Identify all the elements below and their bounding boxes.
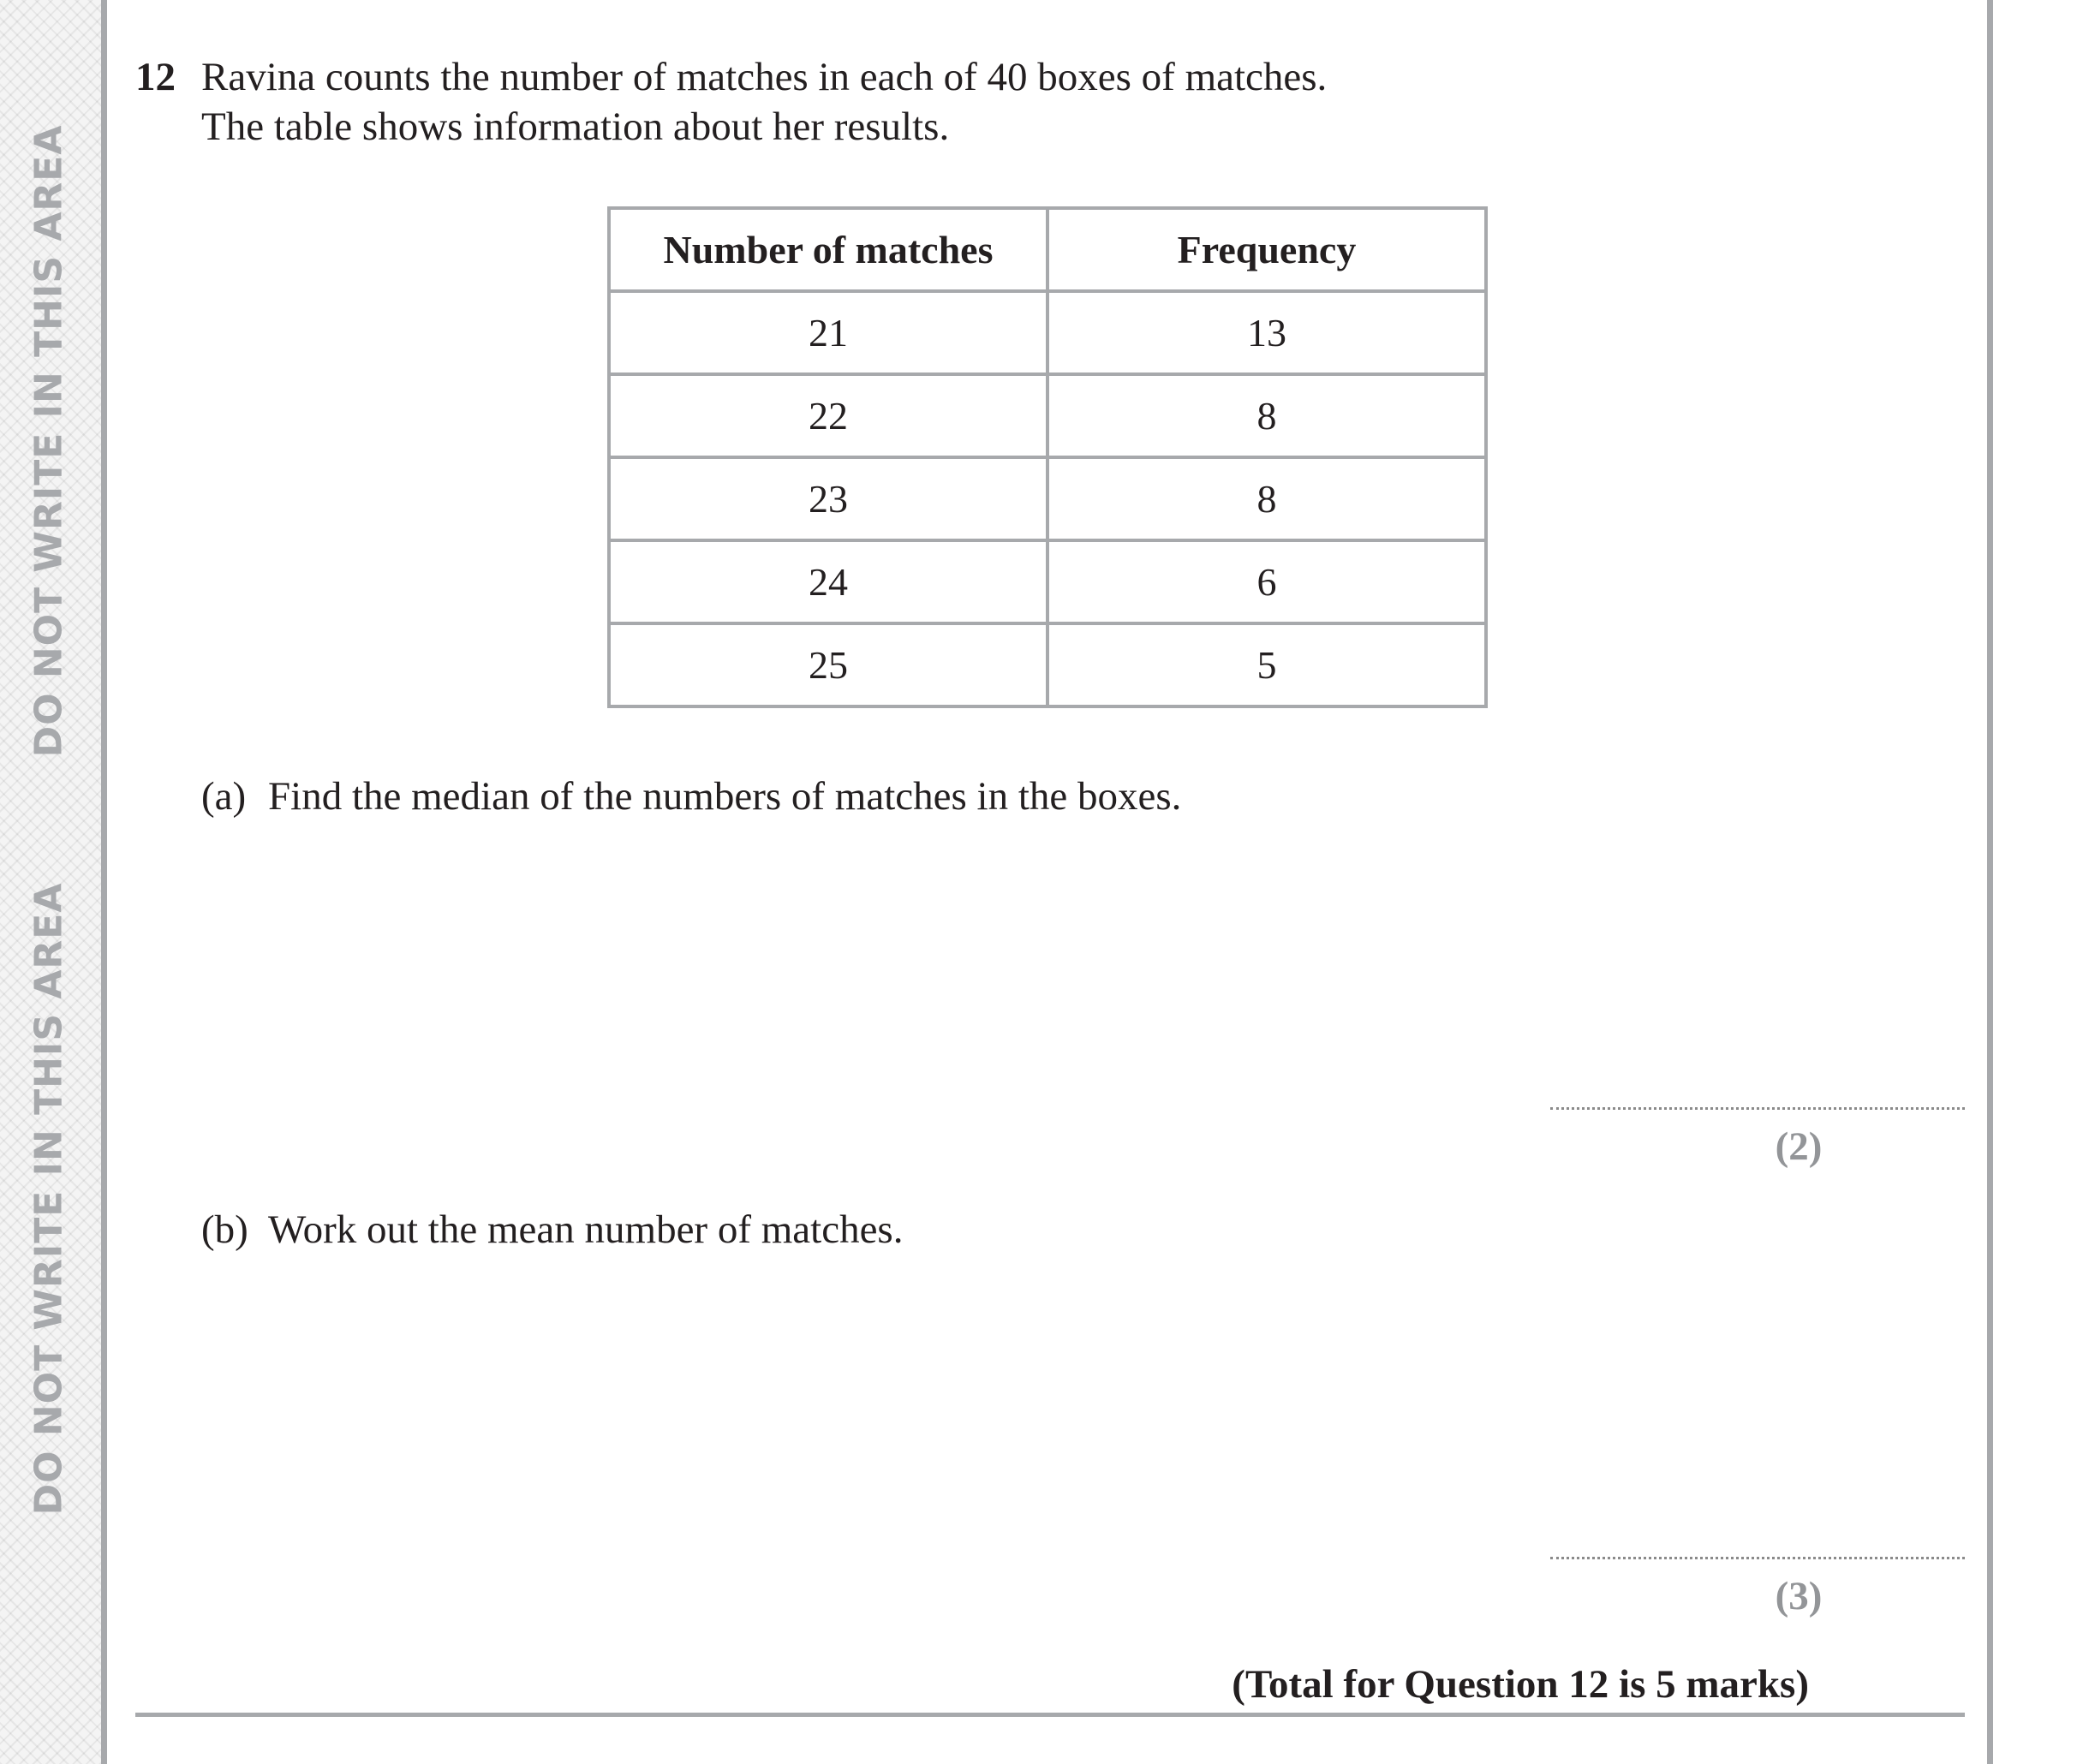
cell-frequency: 8	[1047, 457, 1486, 540]
cell-matches: 25	[609, 623, 1047, 706]
margin-warning: DO NOT WRITE IN THIS AREA	[27, 124, 71, 758]
marks-a: (2)	[1775, 1124, 1823, 1169]
cell-matches: 23	[609, 457, 1047, 540]
table-row	[609, 291, 1486, 374]
part-a	[201, 772, 1181, 820]
question-text: The table shows information about her results.	[201, 104, 950, 149]
cell-frequency: 5	[1047, 623, 1486, 706]
cell-matches: 22	[609, 374, 1047, 457]
part-label: (b)	[201, 1207, 248, 1252]
bottom-rule	[135, 1713, 1965, 1717]
cell-frequency: 13	[1047, 291, 1486, 374]
cell-frequency: 6	[1047, 540, 1486, 623]
frequency-table	[607, 206, 1488, 708]
part-text: Work out the mean number of matches.	[268, 1207, 904, 1252]
header-number-of-matches: Number of matches	[609, 208, 1047, 291]
cell-matches: 24	[609, 540, 1047, 623]
answer-line-a[interactable]	[1550, 1107, 1965, 1110]
marks-b: (3)	[1775, 1574, 1823, 1618]
table-row	[609, 540, 1486, 623]
total-marks: (Total for Question 12 is 5 marks)	[1232, 1662, 1809, 1707]
part-text: Find the median of the numbers of matches in the boxes.	[268, 774, 1182, 819]
answer-line-b[interactable]	[1550, 1557, 1965, 1559]
cell-frequency: 8	[1047, 374, 1486, 457]
table-row	[609, 374, 1486, 457]
question-text: Ravina counts the number of matches in each of 40 boxes of matches.	[201, 55, 1328, 99]
margin-rule	[101, 0, 107, 1764]
question-number: 12	[135, 55, 176, 99]
table-row	[609, 457, 1486, 540]
part-b	[201, 1206, 903, 1254]
right-margin-rule	[1987, 0, 1993, 1764]
header-frequency: Frequency	[1047, 208, 1486, 291]
table-header-row	[609, 208, 1486, 291]
margin-warning: DO NOT WRITE IN THIS AREA	[27, 882, 71, 1516]
cell-matches: 21	[609, 291, 1047, 374]
part-label: (a)	[201, 774, 247, 819]
table-row	[609, 623, 1486, 706]
